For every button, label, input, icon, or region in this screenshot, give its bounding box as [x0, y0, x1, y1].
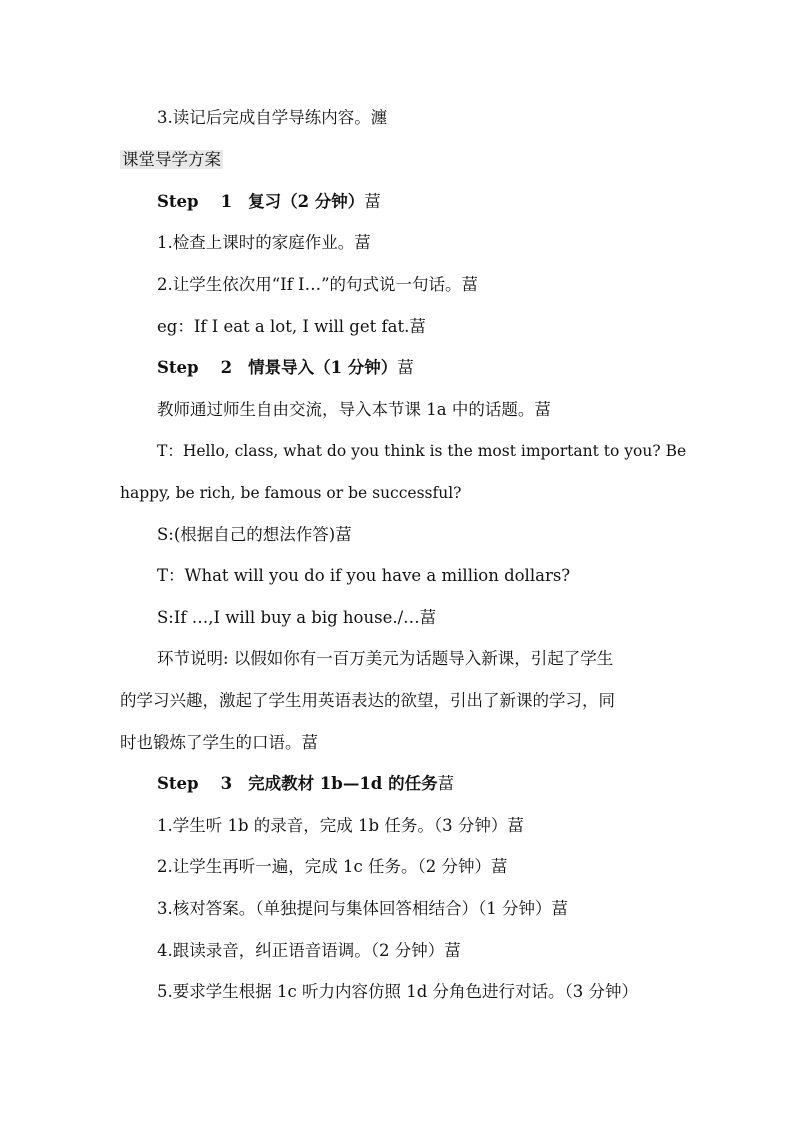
paragraph-text: 环节说明: 以假如你有一百万美元为话题导入新课，引起了学生 — [157, 649, 614, 668]
text-line — [157, 939, 682, 963]
step-label: Step — [157, 774, 199, 793]
step-heading — [157, 772, 682, 796]
text-line — [157, 855, 682, 879]
paragraph-text: eg：If I eat a lot, I will get fat.葍 — [157, 317, 426, 336]
mark-text: 葍 — [397, 358, 414, 377]
paragraph-text: happy, be rich, be famous or be successful? — [120, 484, 462, 502]
text-line — [157, 273, 682, 297]
paragraph-text: 3.核对答案。（单独提问与集体回答相结合）（1 分钟）葍 — [157, 899, 568, 918]
paragraph-text: 2.让学生依次用“If I…”的句式说一句话。葍 — [157, 275, 479, 294]
paragraph-text: S:If …,I will buy a big house./…葍 — [157, 608, 437, 627]
text-line — [157, 814, 682, 838]
mark-text: 葍 — [437, 774, 455, 793]
text-line — [157, 315, 682, 339]
paragraph-text: 1.学生听 1b 的录音，完成 1b 任务。（3 分钟）葍 — [157, 816, 524, 835]
paragraph-text: 4.跟读录音，纠正语音语调。（2 分钟）葍 — [157, 941, 461, 960]
paragraph-text: 教师通过师生自由交流，导入本节课 1a 中的话题。葍 — [157, 400, 551, 419]
text-line — [157, 606, 682, 630]
text-line — [157, 647, 682, 671]
text-line — [157, 897, 682, 921]
text-line — [120, 689, 680, 713]
step-title: 复习（2 分钟） — [248, 192, 365, 211]
paragraph-text: 3.读记后完成自学导练内容。瀍 — [157, 108, 388, 127]
step-title: 情景导入（1 分钟） — [248, 358, 398, 377]
heading-text: 课堂导学方案 — [122, 150, 221, 169]
paragraph-text: 2.让学生再听一遍，完成 1c 任务。（2 分钟）葍 — [157, 857, 508, 876]
text-line — [157, 523, 682, 547]
text-line — [157, 106, 682, 130]
step-number: 2 — [220, 358, 233, 377]
text-line — [157, 398, 682, 422]
paragraph-text: 1.检查上课时的家庭作业。葍 — [157, 233, 371, 252]
step-heading — [157, 190, 682, 214]
step-heading — [157, 356, 682, 380]
paragraph-text: T：Hello, class, what do you think is the most important to you? Be — [157, 442, 687, 460]
paragraph-text: 5.要求学生根据 1c 听力内容仿照 1d 分角色进行对话。（3 分钟） — [157, 982, 639, 1001]
step-label: Step — [157, 358, 199, 377]
step-number: 1 — [220, 192, 233, 211]
mark-text: 葍 — [364, 192, 381, 211]
step-title: 完成教材 1b—1d 的任务 — [248, 774, 438, 793]
paragraph-text: 的学习兴趣，激起了学生用英语表达的欲望，引出了新课的学习，同 — [120, 691, 615, 710]
text-line — [157, 439, 687, 463]
section-heading — [120, 148, 680, 172]
step-label: Step — [157, 192, 199, 211]
paragraph-text: S:(根据自己的想法作答)葍 — [157, 525, 352, 544]
step-number: 3 — [220, 774, 233, 793]
text-line — [120, 731, 680, 755]
text-line — [157, 231, 682, 255]
text-line — [157, 980, 682, 1004]
text-line — [157, 564, 682, 588]
paragraph-text: 时也锻炼了学生的口语。葍 — [120, 733, 318, 752]
text-line — [120, 481, 680, 505]
paragraph-text: T：What will you do if you have a million dollars? — [157, 566, 571, 585]
